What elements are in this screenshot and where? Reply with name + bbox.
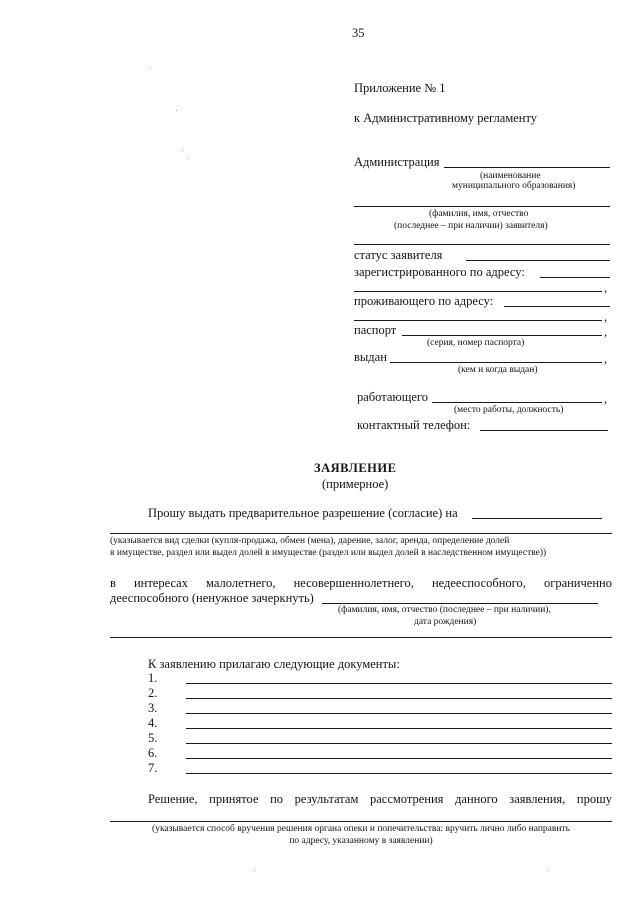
appendix-title: Приложение № 1: [354, 81, 446, 95]
interests-word: интересах: [133, 576, 188, 590]
living-label: проживающего по адресу:: [354, 294, 494, 308]
decision-word: данного: [455, 792, 498, 806]
attachment-line: [186, 773, 612, 774]
attachment-number: 4.: [148, 716, 158, 730]
attachment-line: [186, 728, 612, 729]
scan-speck: [150, 68, 151, 69]
comma: ,: [604, 281, 608, 295]
scan-speck: [188, 158, 189, 159]
issued-note: (кем и когда выдан): [458, 365, 538, 375]
interests-line-1: [110, 577, 612, 590]
comma: ,: [604, 352, 608, 366]
administration-label: Администрация: [354, 155, 440, 169]
fio-extra-line: [354, 244, 610, 245]
decision-word: заявления,: [509, 792, 566, 806]
status-label: статус заявителя: [354, 248, 443, 262]
interests-word: малолетнего,: [206, 576, 276, 590]
attachments-heading: К заявлению прилагаю следующие документы:: [148, 657, 400, 671]
decision-word: рассмотрения: [369, 792, 444, 806]
scan-speck: [254, 870, 255, 871]
decision-line: [148, 793, 612, 806]
decision-word: результатам: [294, 792, 359, 806]
attachment-number: 7.: [148, 761, 158, 775]
person-note-1: (фамилия, имя, отчество (последнее – при наличии),: [338, 605, 551, 615]
registered-field-line: [540, 277, 610, 278]
scan-speck: [176, 110, 177, 111]
status-field-line: [466, 260, 610, 261]
attachment-line: [186, 683, 612, 684]
attachment-number: 1.: [148, 671, 158, 685]
attachment-line: [186, 698, 612, 699]
interests-line-2: дееспособного (ненужное зачеркнуть): [110, 591, 314, 605]
fio-field-line: [354, 206, 610, 207]
deal-field-line: [110, 533, 612, 534]
attachment-line: [186, 758, 612, 759]
interests-word: несовершеннолетнего,: [293, 576, 414, 590]
interests-word: в: [110, 576, 116, 590]
decision-word: прошу: [576, 792, 612, 806]
deal-note-2: в имуществе, раздел или выдел долей в имуществе (раздел или выдел долей в наследственном имуществе)): [110, 548, 547, 558]
working-label: работающего: [357, 390, 428, 404]
decision-word: по: [270, 792, 284, 806]
delivery-note-1: (указывается способ вручения решения органа опеки и попечительства: вручить лично либо направить: [152, 824, 570, 834]
registered-extra-line: [354, 291, 602, 292]
municipality-note-1: (наименование: [480, 171, 541, 181]
interests-word: недееспособного,: [431, 576, 526, 590]
decision-word: принятое: [209, 792, 259, 806]
delivery-field-line: [110, 821, 612, 822]
request-field-line: [472, 518, 602, 519]
working-note: (место работы, должность): [454, 405, 564, 415]
person-extra-line: [110, 637, 612, 638]
comma: ,: [604, 392, 608, 406]
fio-note-2: (последнее – при наличии) заявителя): [394, 221, 548, 231]
reglament-reference: к Административному регламенту: [354, 111, 538, 125]
person-field-line: [322, 603, 598, 604]
phone-field-line: [480, 430, 608, 431]
living-field-line: [504, 306, 610, 307]
attachment-line: [186, 713, 612, 714]
page-number: 35: [352, 26, 365, 40]
municipality-note-2: муниципального образования): [452, 181, 576, 191]
attachment-line: [186, 743, 612, 744]
issued-label: выдан: [354, 350, 387, 364]
request-text: Прошу выдать предварительное разрешение (согласие) на: [148, 506, 458, 520]
document-title: ЗАЯВЛЕНИЕ: [314, 461, 397, 475]
passport-label: паспорт: [354, 323, 397, 337]
attachment-number: 3.: [148, 701, 158, 715]
scan-speck: [182, 150, 183, 151]
deal-note-1: (указывается вид сделки (купля-продажа, обмен (мена), дарение, залог, аренда, определение долей: [110, 536, 510, 546]
attachment-number: 5.: [148, 731, 158, 745]
comma: ,: [604, 325, 608, 339]
living-extra-line: [354, 320, 602, 321]
person-note-2: дата рождения): [414, 617, 477, 627]
administration-field-line: [444, 167, 610, 168]
registered-label: зарегистрированного по адресу:: [354, 265, 525, 279]
fio-note-1: (фамилия, имя, отчество: [429, 209, 529, 219]
phone-label: контактный телефон:: [357, 418, 471, 432]
working-field-line: [432, 402, 602, 403]
document-subtitle: (примерное): [322, 477, 389, 491]
attachment-number: 2.: [148, 686, 158, 700]
interests-word: ограниченно: [543, 576, 612, 590]
passport-field-line: [402, 335, 602, 336]
scan-speck: [548, 870, 549, 871]
attachment-number: 6.: [148, 746, 158, 760]
decision-word: Решение,: [148, 792, 198, 806]
issued-field-line: [390, 362, 602, 363]
comma: ,: [604, 310, 608, 324]
passport-note: (серия, номер паспорта): [427, 338, 525, 348]
delivery-note-2: по адресу, указанному в заявлении): [289, 836, 433, 846]
